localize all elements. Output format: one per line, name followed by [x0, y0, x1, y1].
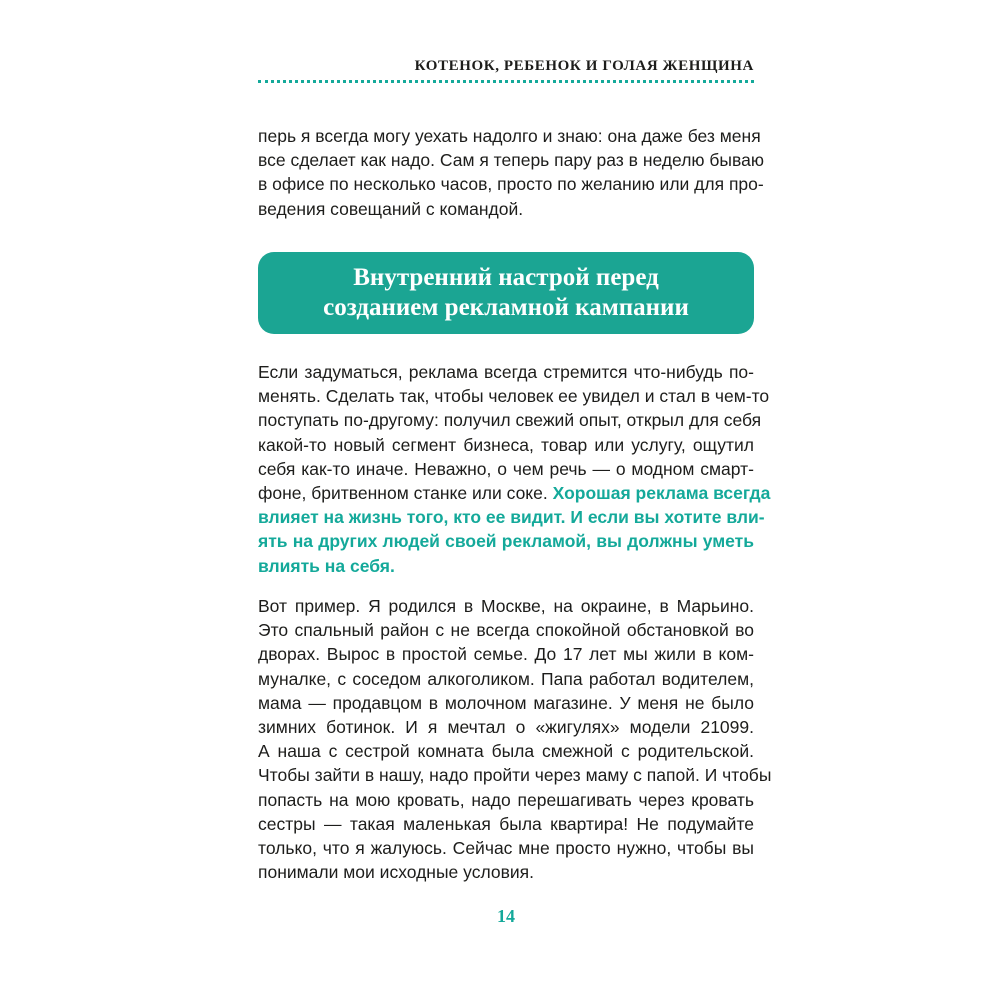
text-line: Это спальный район с не всегда спокойной обстановкой во — [258, 620, 754, 641]
section-heading-line-1: Внутренний настрой перед — [353, 264, 659, 291]
paragraph-continuation — [258, 124, 764, 221]
text-line: муналке, с соседом алкоголиком. Папа работал водителем, — [258, 668, 754, 689]
section-heading-box — [258, 252, 754, 334]
highlighted-text: Хорошая реклама всегда — [552, 483, 771, 504]
text-line: Вот пример. Я родился в Москве, на окраине, в Марьино. — [258, 596, 754, 616]
text-line: зимних ботинок. И я мечтал о «жигулях» модели 21099. — [258, 717, 754, 738]
text-line: только, что я жалуюсь. Сейчас мне просто нужно, чтобы вы — [258, 838, 754, 859]
text-line: Если задуматься, реклама всегда стремится что-нибудь по- — [258, 362, 754, 382]
text-line: сестры — такая маленькая была квартира! Не подумайте — [258, 813, 754, 834]
text-line: менять. Сделать так, чтобы человек ее увидел и стал в чем-то — [258, 386, 770, 407]
text-line: поступать по-другому: получил свежий опыт, открыл для себя — [258, 410, 762, 431]
text-line-mixed — [258, 481, 771, 505]
section-heading-line-2: созданием рекламной кампании — [323, 294, 689, 321]
text-line: какой-то новый сегмент бизнеса, товар или услугу, ощутил — [258, 434, 754, 455]
text-line: Чтобы зайти в нашу, надо пройти через маму с папой. И чтобы — [258, 765, 772, 786]
running-head-title: КОТЕНОК, РЕБЕНОК И ГОЛАЯ ЖЕНЩИНА — [414, 58, 754, 74]
text-line: себя как-то иначе. Неважно, о чем речь — о модном смарт- — [258, 458, 754, 479]
text-line: перь я всегда могу уехать надолго и знаю: она даже без меня — [258, 126, 761, 146]
header-dotted-divider — [258, 80, 754, 83]
text-line: понимали мои исходные условия. — [258, 862, 534, 883]
paragraph-example — [258, 594, 772, 884]
text-line: все сделает как надо. Сам я теперь пару раз в неделю бываю — [258, 150, 764, 171]
text-segment: фоне, бритвенном станке или соке. — [258, 483, 548, 504]
text-line: А наша с сестрой комната была смежной с родительской. — [258, 741, 754, 762]
page-number: 14 — [497, 906, 515, 926]
text-line: дворах. Вырос в простой семье. До 17 лет мы жили в ком- — [258, 644, 754, 665]
highlighted-text-line: влиять на себя. — [258, 555, 395, 576]
text-line: попасть на мою кровать, надо перешагивать через кровать — [258, 789, 754, 810]
text-line: в офисе по несколько часов, просто по желанию или для про- — [258, 174, 764, 195]
highlighted-text-line: ять на других людей своей рекламой, вы должны уметь — [258, 531, 754, 552]
text-line: мама — продавцом в молочном магазине. У меня не было — [258, 692, 754, 713]
paragraph-advertising — [258, 360, 771, 578]
highlighted-text-line: влияет на жизнь того, кто ее видит. И если вы хотите вли- — [258, 507, 765, 528]
text-line: ведения совещаний с командой. — [258, 198, 524, 219]
